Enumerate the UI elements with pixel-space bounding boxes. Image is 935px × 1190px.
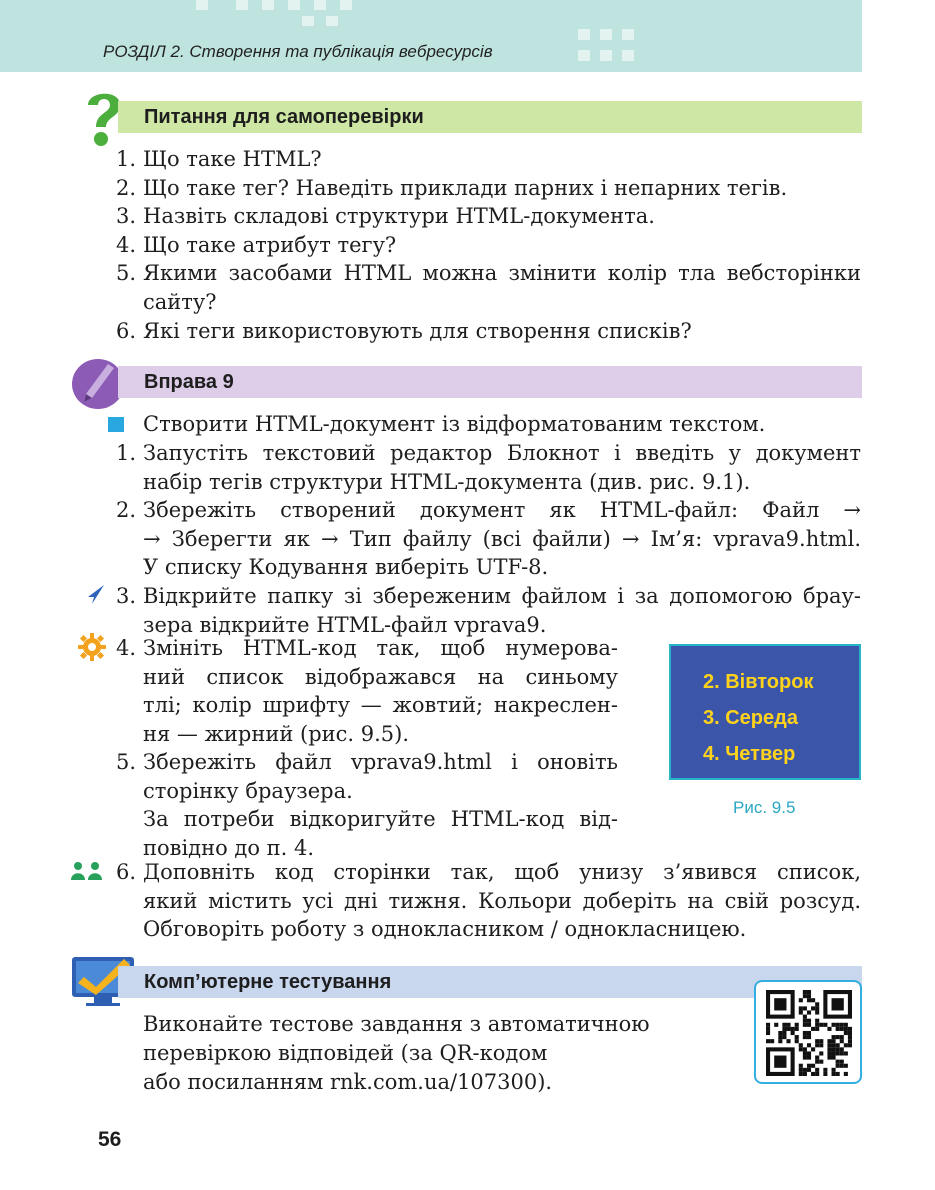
step-number: 2. xyxy=(115,498,136,522)
step-text: Збережіть створений документ як HTML-файл: Файл → xyxy=(143,498,861,522)
figure-9-5-list xyxy=(669,644,861,780)
qr-code-frame[interactable] xyxy=(754,980,862,1084)
question-text: Що таке HTML? xyxy=(143,147,322,171)
step-number: 4. xyxy=(115,636,136,660)
step-number: 1. xyxy=(115,441,136,465)
question-number: 2. xyxy=(115,175,136,200)
question-text: Назвіть складові структури HTML-документа. xyxy=(143,204,655,229)
people-icon xyxy=(70,862,104,880)
step-text: Змініть HTML-код так, щоб нумерова- xyxy=(143,636,618,660)
exercise-heading: Вправа 9 xyxy=(118,366,862,398)
step-number: 3. xyxy=(115,584,136,608)
goal-bullet xyxy=(108,417,124,432)
testing-text-line: перевіркою відповідей (за QR-кодом xyxy=(143,1041,548,1065)
step-text: У списку Кодування виберіть UTF-8. xyxy=(143,555,549,580)
step-text: повідно до п. 4. xyxy=(143,835,315,860)
qr-code-icon[interactable] xyxy=(766,990,852,1076)
step-text: Збережіть файл vprava9.html і оновіть xyxy=(143,750,618,774)
step-text: → Зберегти як → Тип файлу (всі файли) → Ім’я: vprava9.html. xyxy=(143,526,861,551)
figure-caption: Рис. 9.5 xyxy=(733,798,796,817)
question-text: сайту? xyxy=(143,290,217,314)
question-number: 1. xyxy=(115,147,136,171)
questions-heading: Питання для самоперевірки xyxy=(118,101,862,133)
arrow-cursor-icon xyxy=(86,583,106,605)
question-number: 3. xyxy=(115,204,136,229)
chapter-title: РОЗДІЛ 2. Створення та публікація вебресурсів xyxy=(103,42,493,61)
step-text: тлі; колір шрифту — жовтий; накреслен- xyxy=(143,693,618,718)
step-number: 5. xyxy=(115,750,136,774)
step-text: ня — жирний (рис. 9.5). xyxy=(143,721,410,746)
step-text: Обговоріть роботу з однокласником / однокласницею. xyxy=(143,917,747,942)
step-text: який містить усі дні тижня. Кольори доберіть на свій розсуд. xyxy=(143,888,861,913)
testing-heading: Комп’ютерне тестування xyxy=(118,966,862,998)
step-text: ний список відображався на синьому xyxy=(143,664,618,689)
question-text: Що таке атрибут тегу? xyxy=(143,232,397,257)
step-text: набір тегів структури HTML-документа (див. рис. 9.1). xyxy=(143,469,751,494)
step-text: Запустіть текстовий редактор Блокнот і введіть у документ xyxy=(143,441,861,465)
step-text: Відкрийте папку зі збереженим файлом і за допомогою брау- xyxy=(143,584,861,608)
question-text: Що таке тег? Наведіть приклади парних і непарних тегів. xyxy=(143,175,788,200)
step-text: сторінку браузера. xyxy=(143,778,353,803)
question-number: 4. xyxy=(115,232,136,257)
figure-list-item: 2. Вівторок xyxy=(703,671,814,693)
step-number: 6. xyxy=(115,860,136,884)
chapter-header xyxy=(0,0,862,72)
page-number: 56 xyxy=(98,1128,122,1151)
question-text: Якими засобами HTML можна змінити колір тла вебсторінки xyxy=(143,261,861,286)
exercise-goal: Створити HTML-документ із відформатованим текстом. xyxy=(143,412,766,436)
figure-list-item: 4. Четвер xyxy=(703,743,796,765)
gear-icon xyxy=(78,633,106,661)
question-text: Які теги використовують для створення списків? xyxy=(143,318,692,343)
step-text: Доповніть код сторінки так, щоб унизу з’явився список, xyxy=(143,860,861,884)
figure-list-item: 3. Середа xyxy=(703,707,798,729)
testing-text-line: або посиланням rnk.com.ua/107300). xyxy=(143,1070,553,1094)
step-text: зера відкрийте HTML-файл vprava9. xyxy=(143,612,547,637)
step-text: За потреби відкоригуйте HTML-код від- xyxy=(143,807,618,832)
question-number: 6. xyxy=(115,318,136,343)
question-number: 5. xyxy=(115,261,136,286)
testing-text-line: Виконайте тестове завдання з автоматичною xyxy=(143,1012,650,1036)
